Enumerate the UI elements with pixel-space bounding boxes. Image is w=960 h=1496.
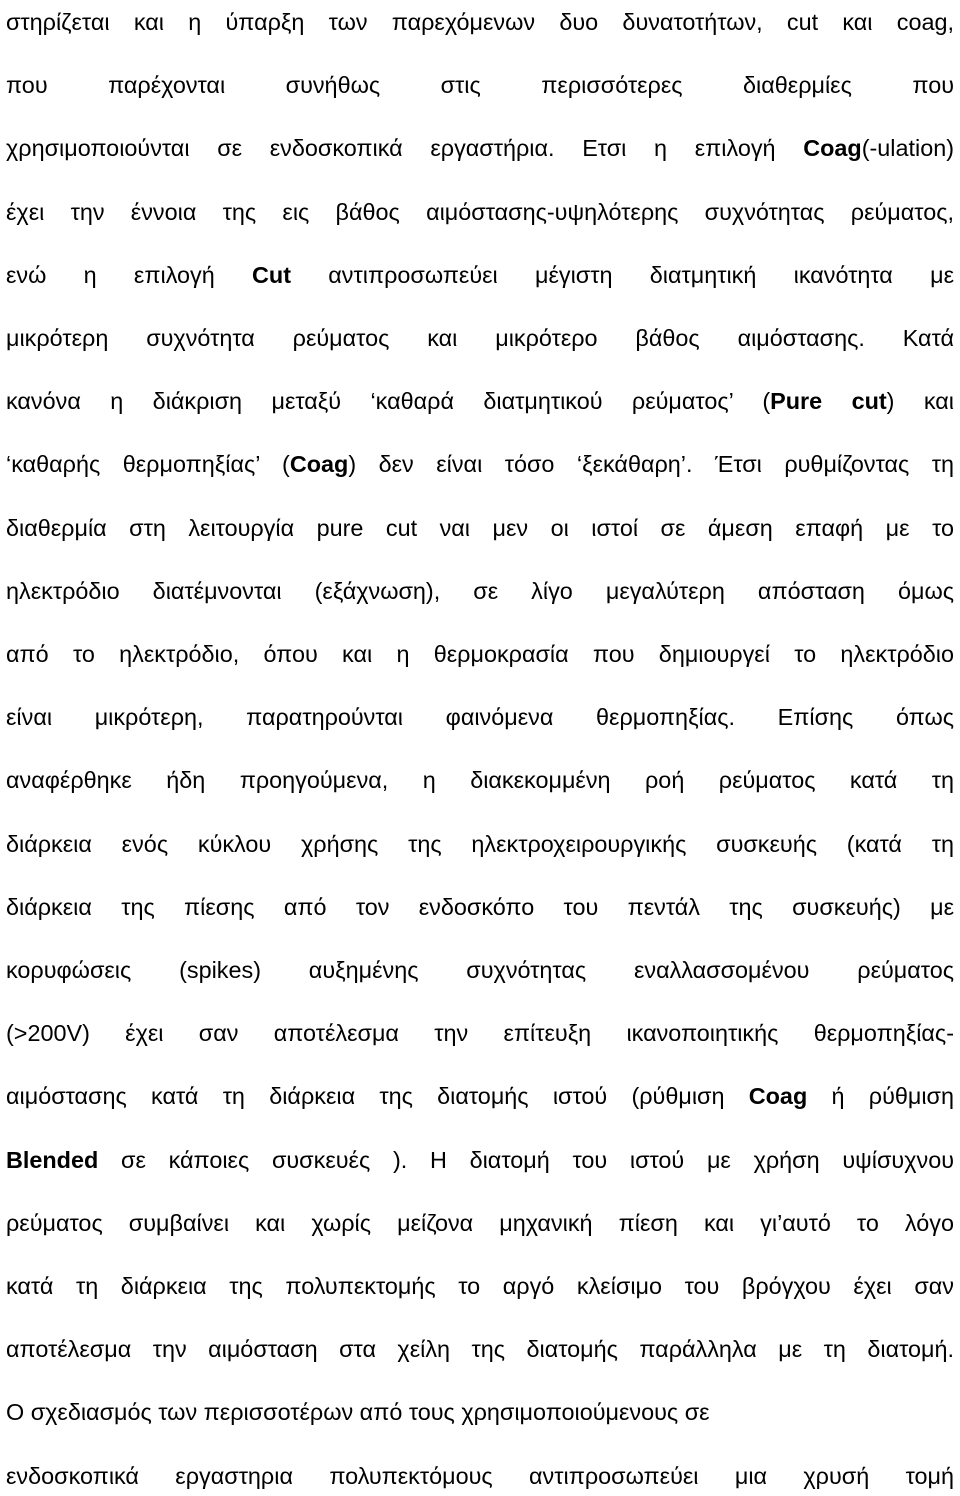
text-line (6, 1456, 954, 1496)
text-line (6, 760, 954, 800)
text-segment: ρεύματος συμβαίνει και χωρίς μείζονα μηχανική πίεση και γι’αυτό το λόγο (6, 1209, 954, 1236)
text-line (6, 444, 954, 484)
text-segment: αιμόστασης κατά τη διάρκεια της διατομής ιστού (ρύθμιση (6, 1083, 749, 1110)
text-line (6, 318, 954, 358)
text-segment: ‘καθαρής θερμοπηξίας’ ( (6, 451, 290, 478)
text-segment: διάρκεια ενός κύκλου χρήσης της ηλεκτροχειρουργικής συσκευής (κατά τη (6, 830, 954, 857)
text-segment: σε κάποιες συσκευές ). Η διατομή του ιστού με χρήση υψίσυχνου (98, 1146, 954, 1173)
text-segment: (>200V) έχει σαν αποτέλεσμα την επίτευξη ικανοποιητικής θερμοπηξίας- (6, 1020, 954, 1047)
text-segment: κατά τη διάρκεια της πολυπεκτομής το αργό κλείσιμο του βρόγχου έχει σαν (6, 1273, 954, 1299)
text-segment: στηρίζεται και η ύπαρξη των παρεχόμενων δυο δυνατοτήτων, cut και coag, (6, 9, 954, 35)
text-segment: (-ulation) (861, 135, 954, 162)
bold-term: Coag (803, 135, 862, 162)
text-segment: αναφέρθηκε ήδη προηγούμενα, η διακεκομμένη ροή ρεύματος κατά τη (6, 767, 954, 794)
text-segment: διάρκεια της πίεσης από τον ενδοσκόπο του πεντάλ της συσκευής) με (6, 893, 954, 920)
text-segment: ή ρύθμιση (807, 1083, 955, 1110)
text-line (6, 887, 954, 927)
text-segment: χρησιμοποιούνται σε ενδοσκοπικά εργαστήρια. Ετσι η επιλογή (6, 135, 804, 162)
text-segment: ενδοσκοπικά εργαστηρια πολυπεκτόμους αντιπροσωπεύει μια χρυσή τομή (6, 1462, 954, 1489)
text-segment: διαθερμία στη λειτουργία pure cut ναι μεν οι ιστοί σε άμεση επαφή με το (6, 514, 954, 541)
text-segment: μικρότερη συχνότητα ρεύματος και μικρότερο βάθος αιμόστασης. Κατά (6, 325, 954, 351)
text-line (6, 1203, 954, 1243)
text-segment: ) δεν είναι τόσο ‘ξεκάθαρη’. Έτσι ρυθμίζοντας τη (348, 451, 955, 478)
bold-term: Coag (289, 451, 349, 478)
text-segment: ενώ η επιλογή (6, 261, 253, 288)
text-line (6, 950, 954, 990)
text-line (6, 824, 954, 864)
text-line (6, 2, 954, 42)
text-segment: που παρέχονται συνήθως στις περισσότερες διαθερμίες που (6, 72, 954, 99)
text-segment: ) και (886, 388, 954, 415)
bold-term: Blended (6, 1146, 99, 1173)
text-line (6, 1329, 954, 1369)
text-segment: κορυφώσεις (spikes) αυξημένης συχνότητας εναλλασσομένου ρεύματος (6, 957, 954, 983)
text-line (6, 381, 954, 421)
text-line (6, 128, 954, 168)
text-line (6, 65, 954, 105)
text-line (6, 1013, 954, 1053)
text-segment: έχει την έννοια της εις βάθος αιμόστασης-υψηλότερης συχνότητας ρεύματος, (6, 198, 954, 225)
text-line (6, 192, 954, 232)
text-line (6, 1392, 954, 1432)
text-line (6, 255, 954, 295)
text-line (6, 508, 954, 548)
text-segment: Ο σχεδιασμός των περισσοτέρων από τους χρησιμοποιούμενους σε (6, 1399, 710, 1426)
text-segment: από το ηλεκτρόδιο, όπου και η θερμοκρασία που δημιουργεί το ηλεκτρόδιο (6, 641, 954, 667)
bold-term: Coag (748, 1083, 808, 1110)
text-line (6, 634, 954, 674)
text-line (6, 697, 954, 737)
text-line (6, 1266, 954, 1306)
text-line (6, 1076, 954, 1116)
text-line (6, 1140, 954, 1180)
text-segment: κανόνα η διάκριση μεταξύ ‘καθαρά διατμητικού ρεύματος’ ( (6, 388, 771, 415)
text-segment: είναι μικρότερη, παρατηρούνται φαινόμενα θερμοπηξίας. Επίσης όπως (6, 704, 954, 731)
bold-term: Cut (252, 261, 292, 288)
text-line (6, 571, 954, 611)
bold-term: Pure cut (770, 388, 887, 415)
text-segment: αντιπροσωπεύει μέγιστη διατμητική ικανότητα με (291, 261, 954, 288)
text-segment: ηλεκτρόδιο διατέμνονται (εξάχνωση), σε λίγο μεγαλύτερη απόσταση όμως (6, 577, 954, 604)
text-segment: αποτέλεσμα την αιμόσταση στα χείλη της διατομής παράλληλα με τη διατομή. (6, 1336, 954, 1363)
